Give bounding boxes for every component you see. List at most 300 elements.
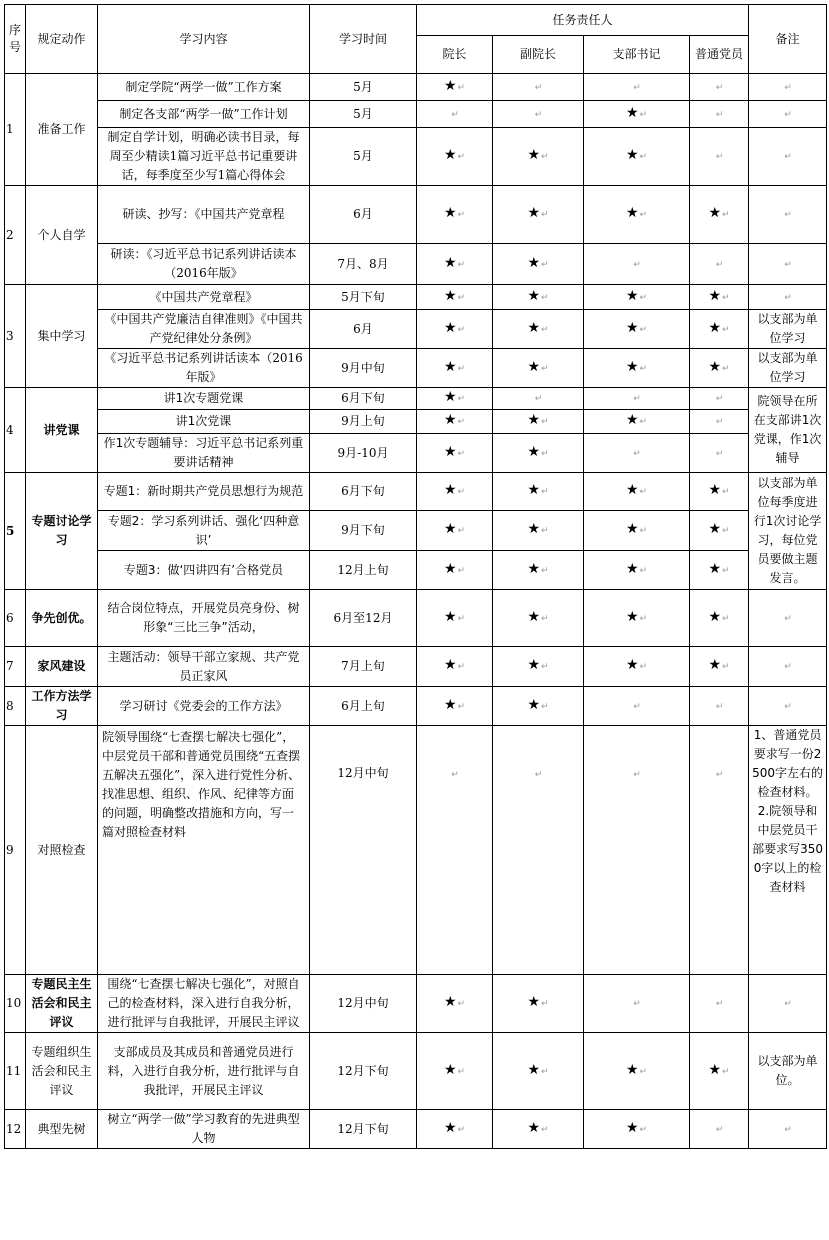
paragraph-mark-icon: ↵ [457,565,466,576]
table-row [5,590,827,647]
row-content: 制定自学计划，明确必读书目录，每周至少精读1篇习近平总书记重要讲话，每季度至少写1篇心得体会 [98,128,310,186]
paragraph-mark-icon: ↵ [541,292,549,303]
responsible-vice-dean-cell [493,1033,584,1110]
paragraph-mark-icon: ↵ [715,259,724,270]
row-action: 个人自学 [26,186,98,285]
responsible-member-cell [690,590,749,647]
paragraph-mark-icon: ↵ [722,487,730,497]
star-icon: ★ [625,358,639,375]
header-seq: 序号 [5,5,26,74]
header-content: 学习内容 [98,5,310,74]
responsible-member-cell [690,551,749,590]
row-seq: 4 [5,388,26,473]
table-row [5,687,827,726]
responsible-dean-cell [417,473,493,511]
paragraph-mark-icon: ↵ [722,613,730,624]
star-icon: ★ [625,1119,639,1136]
paragraph-mark-icon: ↵ [534,82,543,93]
star-icon: ★ [708,358,722,375]
paragraph-mark-icon: ↵ [715,1124,724,1135]
paragraph-mark-icon: ↵ [639,109,648,120]
row-action: 工作方法学习 [26,687,98,726]
row-action: 准备工作 [26,74,98,186]
responsible-member-cell [690,434,749,473]
responsible-dean-cell [417,1033,493,1110]
remark-text: 以支部为单位学习 [757,351,818,384]
star-icon: ★ [625,521,639,537]
responsible-member-cell [690,101,749,128]
responsible-vice-dean-cell [493,388,584,410]
responsible-member-cell [690,647,749,687]
paragraph-mark-icon: ↵ [457,662,466,672]
remark-text: 1、普通党员要求写一份2500字左右的检查材料。2.院领导和中层党员干部要求写3500字以上的检查材料 [752,728,823,894]
row-seq: 11 [5,1033,26,1110]
responsible-member-cell [690,74,749,101]
responsible-vice-dean-cell [493,726,584,975]
row-time: 9月中旬 [310,349,417,388]
paragraph-mark-icon: ↵ [715,82,724,93]
responsible-vice-dean-cell [493,101,584,128]
star-icon: ★ [708,1061,722,1078]
paragraph-mark-icon: ↵ [784,999,792,1009]
row-remark [749,74,827,101]
row-remark [749,975,827,1033]
paragraph-mark-icon: ↵ [722,292,730,303]
paragraph-mark-icon: ↵ [541,526,549,536]
row-seq: 6 [5,590,26,647]
responsible-dean-cell [417,349,493,388]
study-plan-table [4,4,827,1149]
paragraph-mark-icon: ↵ [541,448,549,459]
paragraph-mark-icon: ↵ [784,701,792,712]
responsible-member-cell [690,1033,749,1110]
star-icon: ★ [708,287,722,304]
row-remark: 以支部为单位每季度进行1次讨论学习，每位党员要做主题发言。 [749,473,827,590]
row-seq: 5 [5,473,26,590]
paragraph-mark-icon: ↵ [534,394,543,404]
row-time: 9月上旬 [310,410,417,434]
star-icon: ★ [625,147,639,163]
row-remark [749,128,827,186]
star-icon: ★ [625,1061,639,1078]
row-seq: 9 [5,726,26,975]
header-role-vice-dean: 副院长 [493,36,584,74]
row-content: 支部成员及其成员和普通党员进行料，入进行自我分析，进行批评与自我批评，开展民主评议 [98,1033,310,1110]
paragraph-mark-icon: ↵ [457,1124,466,1135]
row-remark [749,590,827,647]
paragraph-mark-icon: ↵ [639,1124,648,1135]
star-icon: ★ [443,443,457,460]
row-time: 7月上旬 [310,647,417,687]
responsible-vice-dean-cell [493,1110,584,1149]
row-time: 12月下旬 [310,1033,417,1110]
responsible-dean-cell [417,128,493,186]
responsible-branch-secretary-cell [584,244,690,285]
row-content: 专题3：做‘四讲四有’合格党员 [98,551,310,590]
responsible-member-cell [690,975,749,1033]
row-content: 研读：《习近平总书记系列讲话读本（2016年版》 [98,244,310,285]
paragraph-mark-icon: ↵ [541,701,549,712]
paragraph-mark-icon: ↵ [457,152,466,162]
row-action: 专题讨论学习 [26,473,98,590]
row-time: 12月中旬 [310,975,417,1033]
row-remark [749,726,827,975]
table-row [5,186,827,244]
responsible-branch-secretary-cell [584,285,690,310]
responsible-vice-dean-cell [493,687,584,726]
star-icon: ★ [443,77,457,94]
paragraph-mark-icon: ↵ [534,770,543,780]
responsible-member-cell [690,410,749,434]
table-row [5,511,827,551]
star-icon: ★ [527,608,540,625]
paragraph-mark-icon: ↵ [639,526,648,536]
star-icon: ★ [527,482,540,498]
row-content: 《习近平总书记系列讲话读本（2016年版》 [98,349,310,388]
star-icon: ★ [708,521,722,537]
paragraph-mark-icon: ↵ [457,292,466,303]
responsible-dean-cell [417,410,493,434]
remark-text: 以支部为单位学习 [757,312,818,345]
table-row [5,647,827,687]
paragraph-mark-icon: ↵ [541,999,549,1009]
responsible-member-cell [690,473,749,511]
responsible-member-cell [690,186,749,244]
row-seq: 12 [5,1110,26,1149]
responsible-vice-dean-cell [493,975,584,1033]
table-row [5,410,827,434]
star-icon: ★ [443,696,457,713]
row-remark: 院领导在所在支部讲1次党课，作1次辅导 [749,388,827,473]
paragraph-mark-icon: ↵ [715,394,724,404]
table-row [5,244,827,285]
responsible-member-cell [690,726,749,975]
row-time: 6月 [310,186,417,244]
responsible-dean-cell [417,551,493,590]
star-icon: ★ [708,482,722,498]
responsible-branch-secretary-cell [584,511,690,551]
row-content: 围绕“七查摆七解决七强化”，对照自己的检查材料，深入进行自我分析，进行批评与自我批评，开展民主评议 [98,975,310,1033]
row-remark [749,647,827,687]
table-row [5,128,827,186]
star-icon: ★ [708,608,722,625]
responsible-vice-dean-cell [493,511,584,551]
table-row [5,726,827,975]
row-content: 专题1：新时期共产党员思想行为规范 [98,473,310,511]
star-icon: ★ [443,994,457,1010]
paragraph-mark-icon: ↵ [541,565,549,576]
star-icon: ★ [708,205,722,221]
paragraph-mark-icon: ↵ [722,210,730,220]
responsible-vice-dean-cell [493,473,584,511]
responsible-member-cell [690,1110,749,1149]
responsible-vice-dean-cell [493,349,584,388]
responsible-dean-cell [417,975,493,1033]
row-time: 6月 [310,310,417,349]
star-icon: ★ [527,657,540,673]
paragraph-mark-icon: ↵ [784,662,792,672]
row-time: 9月-10月 [310,434,417,473]
paragraph-mark-icon: ↵ [541,613,549,624]
star-icon: ★ [443,389,457,405]
star-icon: ★ [443,521,457,537]
row-seq: 1 [5,74,26,186]
responsible-dean-cell [417,647,493,687]
paragraph-mark-icon: ↵ [457,259,466,270]
responsible-branch-secretary-cell [584,975,690,1033]
table-row [5,310,827,349]
star-icon: ★ [443,319,457,336]
row-action: 专题民主生活会和民主评议 [26,975,98,1033]
row-time: 5月下旬 [310,285,417,310]
row-seq: 7 [5,647,26,687]
header-time: 学习时间 [310,5,417,74]
star-icon: ★ [527,287,540,304]
responsible-dean-cell [417,1110,493,1149]
star-icon: ★ [443,254,457,271]
row-content: 主题活动：领导干部立家规、共产党员正家风 [98,647,310,687]
paragraph-mark-icon: ↵ [457,613,466,624]
row-action: 对照检查 [26,726,98,975]
star-icon: ★ [708,319,722,336]
header-action: 规定动作 [26,5,98,74]
star-icon: ★ [625,412,639,428]
star-icon: ★ [527,358,540,375]
responsible-dean-cell [417,726,493,975]
table-row [5,473,827,511]
row-remark [749,186,827,244]
paragraph-mark-icon: ↵ [784,152,792,162]
row-time: 5月 [310,74,417,101]
responsible-branch-secretary-cell [584,434,690,473]
star-icon: ★ [625,482,639,498]
table-row [5,1033,827,1110]
paragraph-mark-icon: ↵ [457,363,466,374]
paragraph-mark-icon: ↵ [633,770,641,780]
table-row [5,975,827,1033]
paragraph-mark-icon: ↵ [457,999,466,1009]
star-icon: ★ [527,412,540,428]
responsible-dean-cell [417,590,493,647]
paragraph-mark-icon: ↵ [639,1066,648,1077]
paragraph-mark-icon: ↵ [715,448,724,459]
row-content: 专题2：学习系列讲话、强化‘四种意识’ [98,511,310,551]
star-icon: ★ [625,560,639,577]
star-icon: ★ [443,482,457,498]
responsible-dean-cell [417,687,493,726]
table-row [5,285,827,310]
paragraph-mark-icon: ↵ [541,324,549,335]
responsible-branch-secretary-cell [584,310,690,349]
paragraph-mark-icon: ↵ [457,487,466,497]
row-time: 12月上旬 [310,551,417,590]
star-icon: ★ [708,560,722,577]
paragraph-mark-icon: ↵ [633,701,641,712]
row-remark [749,310,827,349]
paragraph-mark-icon: ↵ [784,259,792,270]
star-icon: ★ [443,147,457,163]
star-icon: ★ [443,1061,457,1078]
responsible-member-cell [690,310,749,349]
star-icon: ★ [625,287,639,304]
row-content: 树立“两学一做”学习教育的先进典型人物 [98,1110,310,1149]
responsible-vice-dean-cell [493,244,584,285]
responsible-member-cell [690,687,749,726]
row-seq: 8 [5,687,26,726]
star-icon: ★ [527,521,540,537]
responsible-member-cell [690,285,749,310]
responsible-member-cell [690,128,749,186]
paragraph-mark-icon: ↵ [639,565,648,576]
star-icon: ★ [527,147,540,163]
row-time: 6月下旬 [310,388,417,410]
paragraph-mark-icon: ↵ [457,210,466,220]
row-seq: 10 [5,975,26,1033]
row-content: 讲1次专题党课 [98,388,310,410]
paragraph-mark-icon: ↵ [534,109,543,120]
row-action: 争先创优。 [26,590,98,647]
row-content: 学习研讨《党委会的工作方法》 [98,687,310,726]
row-time: 12月下旬 [310,1110,417,1149]
paragraph-mark-icon: ↵ [457,417,466,427]
paragraph-mark-icon: ↵ [457,448,466,459]
paragraph-mark-icon: ↵ [722,1066,730,1077]
paragraph-mark-icon: ↵ [639,363,648,374]
star-icon: ★ [708,657,722,673]
row-action: 典型先树 [26,1110,98,1149]
star-icon: ★ [625,319,639,336]
paragraph-mark-icon: ↵ [784,1124,792,1135]
responsible-dean-cell [417,186,493,244]
header-role-dean: 院长 [417,36,493,74]
row-content: 《中国共产党廉洁自律准则》《中国共产党纪律处分条例》 [98,310,310,349]
responsible-dean-cell [417,434,493,473]
responsible-branch-secretary-cell [584,687,690,726]
paragraph-mark-icon: ↵ [722,363,730,374]
star-icon: ★ [625,657,639,673]
responsible-member-cell [690,349,749,388]
paragraph-mark-icon: ↵ [541,259,549,270]
responsible-branch-secretary-cell [584,410,690,434]
paragraph-mark-icon: ↵ [639,487,648,497]
paragraph-mark-icon: ↵ [541,487,549,497]
row-remark [749,687,827,726]
paragraph-mark-icon: ↵ [633,259,641,270]
star-icon: ★ [527,560,540,577]
paragraph-mark-icon: ↵ [639,152,648,162]
star-icon: ★ [443,412,457,428]
row-time: 5月 [310,128,417,186]
header-role-member: 普通党员 [690,36,749,74]
row-time: 7月、8月 [310,244,417,285]
paragraph-mark-icon: ↵ [633,999,641,1009]
responsible-vice-dean-cell [493,410,584,434]
star-icon: ★ [443,608,457,625]
row-time: 5月 [310,101,417,128]
responsible-dean-cell [417,285,493,310]
table-row [5,388,827,410]
row-remark [749,101,827,128]
row-time: 6月下旬 [310,473,417,511]
header-role-branch-secretary: 支部书记 [584,36,690,74]
responsible-dean-cell [417,511,493,551]
star-icon: ★ [527,1119,540,1136]
responsible-dean-cell [417,310,493,349]
table-row [5,551,827,590]
paragraph-mark-icon: ↵ [784,292,792,303]
responsible-member-cell [690,388,749,410]
paragraph-mark-icon: ↵ [633,448,641,459]
row-time: 9月下旬 [310,511,417,551]
responsible-branch-secretary-cell [584,74,690,101]
row-content: 制定学院“两学一做”工作方案 [98,74,310,101]
responsible-vice-dean-cell [493,647,584,687]
star-icon: ★ [443,1119,457,1136]
row-time: 6月上旬 [310,687,417,726]
row-seq: 2 [5,186,26,285]
row-action: 家风建设 [26,647,98,687]
paragraph-mark-icon: ↵ [457,701,466,712]
responsible-branch-secretary-cell [584,101,690,128]
row-remark [749,244,827,285]
responsible-branch-secretary-cell [584,590,690,647]
paragraph-mark-icon: ↵ [541,363,549,374]
table-row [5,74,827,101]
paragraph-mark-icon: ↵ [457,82,466,93]
star-icon: ★ [527,994,540,1010]
responsible-vice-dean-cell [493,434,584,473]
table-row [5,1110,827,1149]
responsible-vice-dean-cell [493,186,584,244]
paragraph-mark-icon: ↵ [784,613,792,624]
responsible-branch-secretary-cell [584,186,690,244]
paragraph-mark-icon: ↵ [639,613,648,624]
paragraph-mark-icon: ↵ [722,565,730,576]
paragraph-mark-icon: ↵ [722,526,730,536]
star-icon: ★ [443,287,457,304]
paragraph-mark-icon: ↵ [457,324,466,335]
paragraph-mark-icon: ↵ [715,417,724,427]
row-remark [749,349,827,388]
paragraph-mark-icon: ↵ [722,324,730,335]
responsible-vice-dean-cell [493,310,584,349]
paragraph-mark-icon: ↵ [784,109,792,120]
paragraph-mark-icon: ↵ [541,1124,549,1135]
row-content: 结合岗位特点，开展党员亮身份、树形象“三比三争”活动， [98,590,310,647]
table-row [5,349,827,388]
paragraph-mark-icon: ↵ [457,1066,466,1077]
paragraph-mark-icon: ↵ [784,82,792,93]
paragraph-mark-icon: ↵ [715,770,724,780]
row-action: 讲党课 [26,388,98,473]
responsible-branch-secretary-cell [584,1033,690,1110]
star-icon: ★ [527,443,540,460]
paragraph-mark-icon: ↵ [639,292,648,303]
table-row [5,434,827,473]
responsible-vice-dean-cell [493,551,584,590]
row-content: 院领导围绕“七查摆七解决七强化”，中层党员干部和普通党员围绕“五查摆五解决五强化”，深入进行党性分析、找准思想、组织、作风、纪律等方面的问题，明确整改措施和方向，写一篇对照检查材料 [98,726,310,975]
responsible-branch-secretary-cell [584,1110,690,1149]
row-content: 《中国共产党章程》 [98,285,310,310]
row-time: 12月中旬 [310,726,417,975]
responsible-member-cell [690,244,749,285]
star-icon: ★ [527,254,540,271]
row-content: 制定各支部“两学一做”工作计划 [98,101,310,128]
paragraph-mark-icon: ↵ [639,210,648,220]
responsible-branch-secretary-cell [584,726,690,975]
paragraph-mark-icon: ↵ [451,109,459,120]
star-icon: ★ [527,205,540,221]
